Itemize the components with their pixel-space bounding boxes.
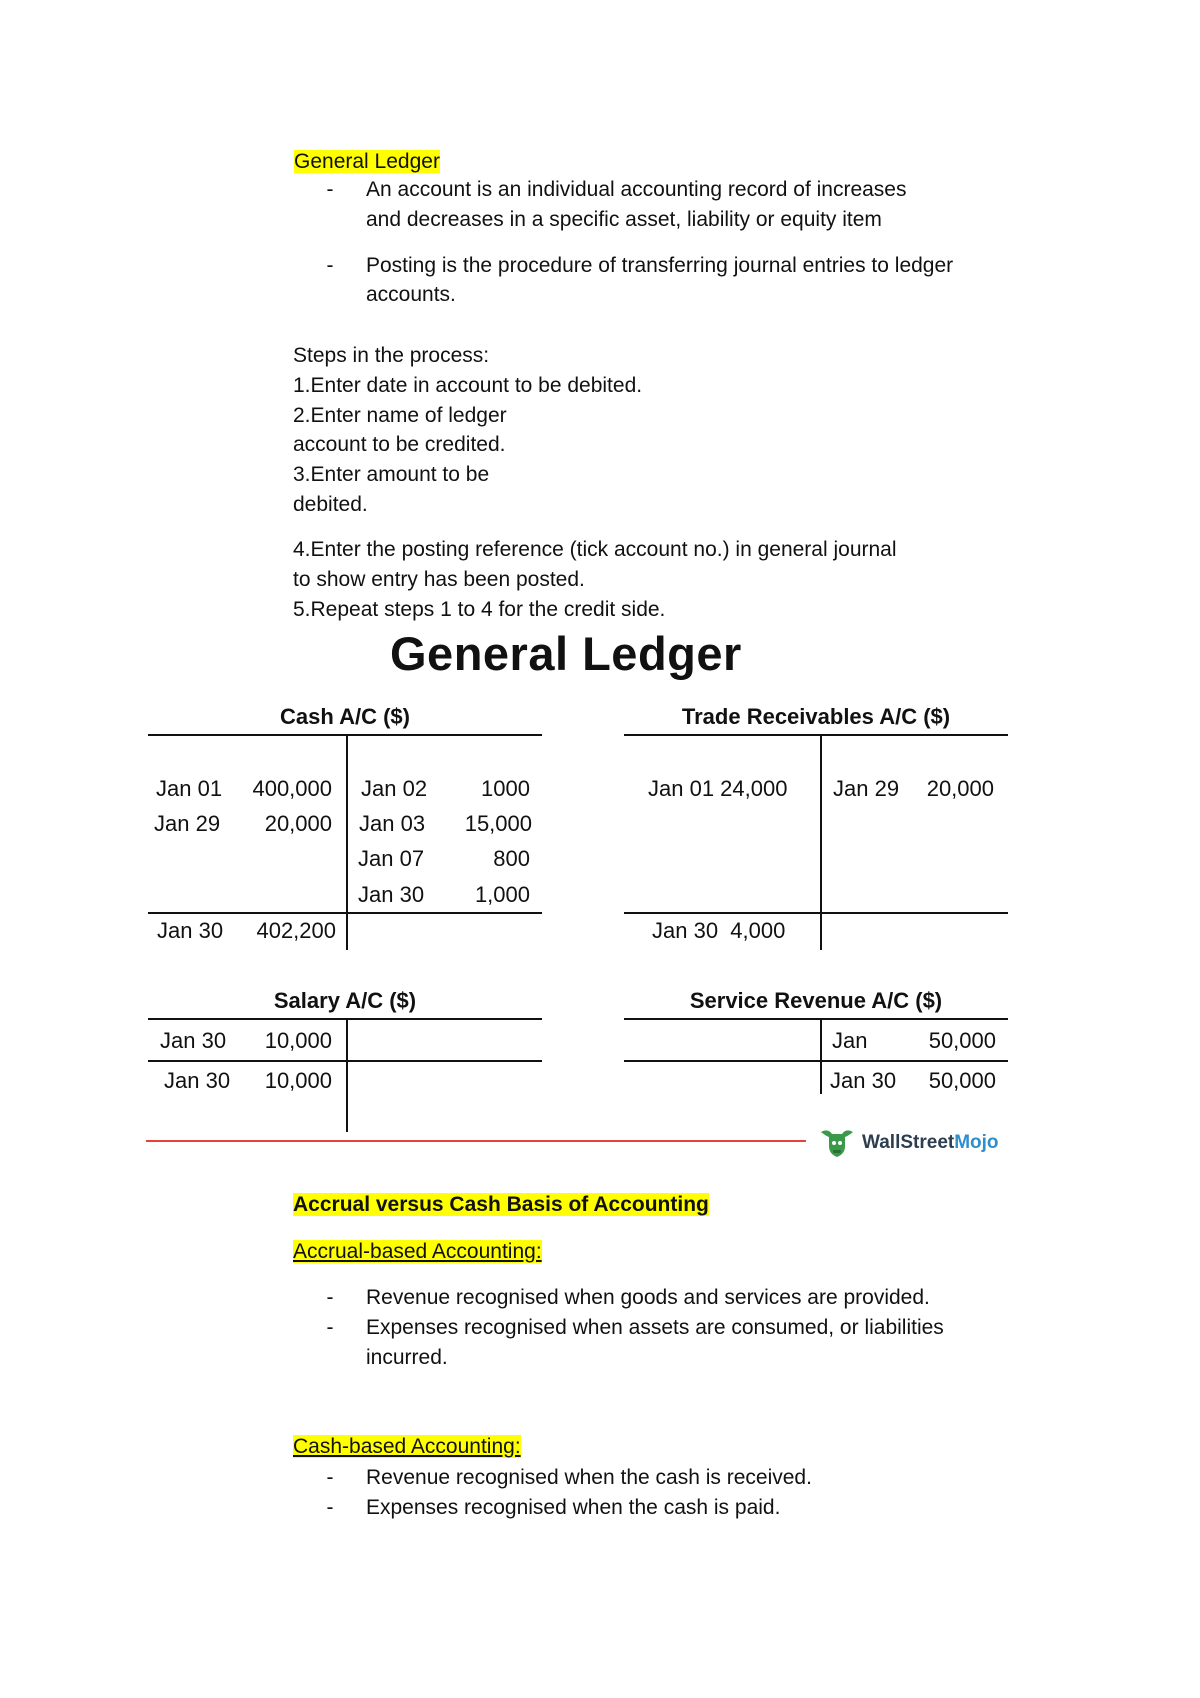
bullet-dash: - — [326, 1286, 334, 1309]
step-line: 4.Enter the posting reference (tick account no.) in general journal — [293, 538, 897, 561]
step-line: 5.Repeat steps 1 to 4 for the credit side. — [293, 598, 666, 621]
revenue-top-rule — [624, 1018, 1008, 1020]
accrual-bullet: Expenses recognised when assets are consumed, or liabilities — [366, 1316, 944, 1339]
cash-basis-bullet: Expenses recognised when the cash is paid. — [366, 1496, 781, 1519]
receivables-divider — [820, 736, 822, 950]
salary-row-amount: 10,000 — [264, 1068, 332, 1093]
cash-top-rule — [148, 734, 542, 736]
salary-row-amount: 10,000 — [264, 1028, 332, 1053]
salary-account-title: Salary A/C ($) — [273, 988, 417, 1013]
salary-mid-rule — [148, 1060, 542, 1062]
step-line: account to be credited. — [293, 433, 506, 456]
revenue-mid-rule — [624, 1060, 1008, 1062]
receivables-credit-amount: 20,000 — [926, 776, 994, 801]
receivables-balance-rule — [624, 912, 1008, 914]
revenue-account-title: Service Revenue A/C ($) — [689, 988, 943, 1013]
figure-title: General Ledger — [390, 627, 742, 680]
gl-heading: General Ledger — [294, 150, 440, 173]
accrual-heading: Accrual-based Accounting: — [293, 1240, 542, 1263]
receivables-top-rule — [624, 734, 1008, 736]
accrual-bullet: Revenue recognised when goods and services are provided. — [366, 1286, 930, 1309]
cash-credit-date: Jan 02 — [361, 776, 428, 801]
cash-credit-amount: 1000 — [481, 776, 530, 801]
bullet-dash: - — [326, 1496, 334, 1519]
figure-bottom-rule — [146, 1140, 806, 1142]
logo-text: WallStreetMojo — [862, 1132, 999, 1153]
cash-debit-date: Jan 01 — [156, 776, 223, 801]
cash-debit-amount: 400,000 — [252, 776, 332, 801]
cash-balance-date: Jan 30 — [157, 918, 224, 943]
cash-credit-date: Jan 03 — [359, 811, 426, 836]
step-line: to show entry has been posted. — [293, 568, 585, 591]
steps-intro: Steps in the process: — [293, 344, 490, 367]
cash-basis-bullet: Revenue recognised when the cash is received. — [366, 1466, 812, 1489]
bullet-dash: - — [326, 1316, 334, 1339]
cash-account-title: Cash A/C ($) — [280, 704, 410, 729]
step-line: 3.Enter amount to be — [293, 463, 490, 486]
gl-bullet-1-line-2: and decreases in a specific asset, liability or equity item — [366, 208, 882, 231]
revenue-row-date: Jan — [832, 1028, 868, 1053]
salary-row-date: Jan 30 — [160, 1028, 227, 1053]
gl-bullet-2-line-1: Posting is the procedure of transferring journal entries to ledger — [366, 254, 954, 277]
cash-debit-amount: 20,000 — [264, 811, 332, 836]
cash-debit-date: Jan 29 — [154, 811, 221, 836]
cash-balance-amount: 402,200 — [256, 918, 336, 943]
gl-bullet-1-line-1: An account is an individual accounting record of increases — [366, 178, 907, 201]
gl-bullet-2-line-2: accounts. — [366, 283, 456, 306]
step-line: 1.Enter date in account to be debited. — [293, 374, 643, 397]
salary-top-rule — [148, 1018, 542, 1020]
cash-balance-rule — [148, 912, 542, 914]
cash-credit-amount: 800 — [493, 846, 530, 871]
cash-basis-heading: Cash-based Accounting: — [293, 1435, 521, 1458]
receivables-credit-date: Jan 29 — [833, 776, 900, 801]
cash-credit-date: Jan 30 — [358, 882, 425, 907]
receivables-balance-entry: Jan 30 4,000 — [652, 918, 786, 943]
bullet-dash: - — [326, 1466, 334, 1489]
wallstreetmojo-logo — [818, 1126, 999, 1160]
bullet-dash: - — [326, 254, 334, 277]
step-line: debited. — [293, 493, 368, 516]
receivables-debit-entry: Jan 01 24,000 — [648, 776, 788, 801]
revenue-row-date: Jan 30 — [830, 1068, 897, 1093]
accrual-cash-heading: Accrual versus Cash Basis of Accounting — [293, 1193, 709, 1216]
receivables-account-title: Trade Receivables A/C ($) — [681, 704, 951, 729]
revenue-row-amount: 50,000 — [928, 1028, 996, 1053]
cash-divider — [346, 736, 348, 950]
cash-credit-amount: 1,000 — [474, 882, 530, 907]
salary-row-date: Jan 30 — [164, 1068, 231, 1093]
bull-logo-icon — [818, 1126, 856, 1160]
step-line: 2.Enter name of ledger — [293, 404, 507, 427]
bullet-dash: - — [326, 178, 334, 201]
accrual-bullet-continuation: incurred. — [366, 1346, 448, 1369]
revenue-row-amount: 50,000 — [928, 1068, 996, 1093]
cash-credit-date: Jan 07 — [358, 846, 425, 871]
cash-credit-amount: 15,000 — [464, 811, 532, 836]
salary-divider — [346, 1020, 348, 1132]
revenue-divider — [820, 1020, 822, 1094]
